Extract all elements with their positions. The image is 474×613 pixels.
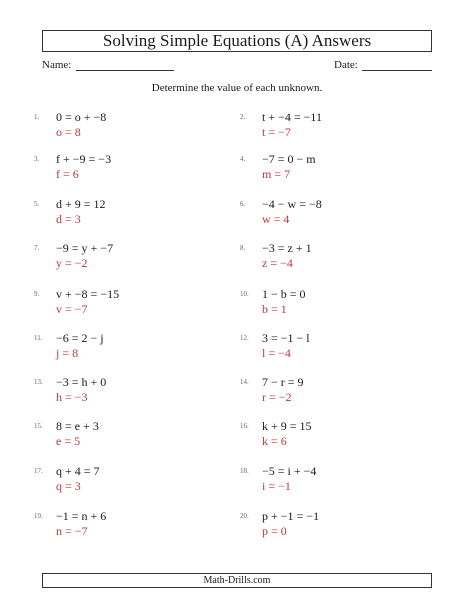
problem-number: 8.: [240, 244, 246, 252]
answer: y = −2: [56, 256, 88, 270]
equation: q + 4 = 7: [56, 464, 100, 478]
problem-number: 20.: [240, 512, 249, 520]
equation: 0 = o + −8: [56, 110, 107, 124]
problem-number: 17.: [34, 467, 43, 475]
date-label: Date:: [334, 59, 358, 71]
worksheet-title: Solving Simple Equations (A) Answers: [42, 30, 432, 52]
equation: 8 = e + 3: [56, 419, 99, 433]
answer: k = 6: [262, 434, 287, 448]
answer: r = −2: [262, 390, 292, 404]
equation: p + −1 = −1: [262, 509, 320, 523]
answer: z = −4: [262, 256, 293, 270]
problem-number: 14.: [240, 378, 249, 386]
problem-number: 12.: [240, 334, 249, 342]
name-label: Name:: [42, 59, 72, 71]
answer: l = −4: [262, 346, 291, 360]
answer: j = 8: [56, 346, 79, 360]
equation: 7 − r = 9: [262, 375, 304, 389]
answer: t = −7: [262, 125, 291, 139]
name-field-line: [76, 70, 174, 71]
equation: t + −4 = −11: [262, 110, 322, 124]
equation: −7 = 0 − m: [262, 152, 316, 166]
problem-number: 4.: [240, 155, 246, 163]
problem-number: 18.: [240, 467, 249, 475]
instructions: Determine the value of each unknown.: [151, 82, 323, 94]
problem-number: 3.: [34, 155, 40, 163]
problem-number: 1.: [34, 113, 40, 121]
answer: b = 1: [262, 302, 287, 316]
equation: 1 − b = 0: [262, 287, 306, 301]
problem-number: 6.: [240, 200, 246, 208]
equation: −9 = y + −7: [56, 241, 114, 255]
answer: i = −1: [262, 479, 291, 493]
answer: v = −7: [56, 302, 88, 316]
problem-number: 10.: [240, 290, 249, 298]
problem-number: 16.: [240, 422, 249, 430]
answer: f = 6: [56, 167, 79, 181]
equation: k + 9 = 15: [262, 419, 312, 433]
equation: −3 = h + 0: [56, 375, 107, 389]
equation: f + −9 = −3: [56, 152, 112, 166]
answer: p = 0: [262, 524, 287, 538]
problem-number: 9.: [34, 290, 40, 298]
footer-site-name: Math-Drills.com: [42, 573, 432, 588]
problem-number: 15.: [34, 422, 43, 430]
answer: d = 3: [56, 212, 81, 226]
problem-number: 11.: [34, 334, 43, 342]
problem-number: 7.: [34, 244, 40, 252]
answer: m = 7: [262, 167, 291, 181]
equation: v + −8 = −15: [56, 287, 120, 301]
problem-number: 13.: [34, 378, 43, 386]
problem-number: 19.: [34, 512, 43, 520]
equation: −5 = i + −4: [262, 464, 317, 478]
problem-number: 5.: [34, 200, 40, 208]
equation: 3 = −1 − l: [262, 331, 310, 345]
equation: d + 9 = 12: [56, 197, 106, 211]
equation: −3 = z + 1: [262, 241, 312, 255]
equation: −6 = 2 − j: [56, 331, 104, 345]
answer: q = 3: [56, 479, 81, 493]
answer: e = 5: [56, 434, 81, 448]
date-field-line: [362, 70, 432, 71]
answer: w = 4: [262, 212, 290, 226]
answer: h = −3: [56, 390, 88, 404]
equation: −1 = n + 6: [56, 509, 107, 523]
answer: o = 8: [56, 125, 81, 139]
answer: n = −7: [56, 524, 88, 538]
equation: −4 − w = −8: [262, 197, 322, 211]
problem-number: 2.: [240, 113, 246, 121]
